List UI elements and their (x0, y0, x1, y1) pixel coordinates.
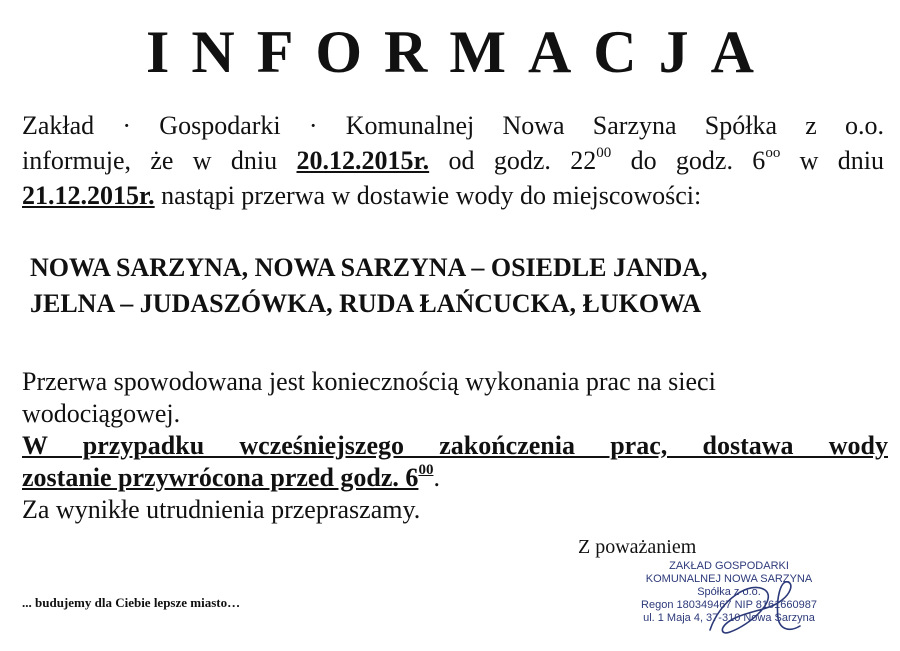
stamp-line: Spółka z o.o. (697, 586, 761, 598)
early-finish-line-2 (22, 462, 888, 494)
text-segment: od godz. 22 (429, 146, 597, 175)
details-line-1: Przerwa spowodowana jest koniecznością wykonania prac na sieci (22, 367, 716, 396)
end-date: 21.12.2015r. (22, 181, 155, 210)
announcement-line-3 (22, 178, 884, 213)
stamp-line: KOMUNALNEJ NOWA SARZYNA (645, 573, 813, 585)
early-finish-text: zostanie przywrócona przed godz. 6 (22, 463, 419, 492)
details-paragraph (22, 366, 888, 526)
apology-line: Za wynikłe utrudnienia przepraszamy. (22, 495, 421, 524)
handwritten-signature (690, 570, 810, 642)
company-motto: ... budujemy dla Ciebie lepsze miasto… (22, 595, 241, 610)
announcement-line-1: Zakład · Gospodarki · Komunalnej Nowa Sarzyna Spółka z o.o. (22, 111, 884, 140)
start-date: 20.12.2015r. (296, 146, 430, 175)
stamp-line: Regon 180349467 NIP 8161660987 (641, 599, 817, 611)
early-finish-line-1: W przypadku wcześniejszego zakończenia prac, dostawa wody (22, 431, 888, 460)
text-segment: informuje, że w dniu (22, 146, 297, 175)
places-line-1: NOWA SARZYNA, NOWA SARZYNA – OSIEDLE JANDA, (30, 253, 708, 282)
details-line-2: wodociągowej. (22, 399, 181, 428)
text-segment: nastąpi przerwa w dostawie wody do miejscowości: (154, 181, 702, 210)
affected-places (30, 250, 875, 322)
announcement-line-2 (22, 143, 884, 178)
places-line-2: JELNA – JUDASZÓWKA, RUDA ŁAŃCUCKA, ŁUKOWA (30, 289, 702, 318)
text-segment: do godz. 6 (611, 146, 766, 175)
end-hour-superscript: oo (765, 145, 781, 162)
text-segment: w dniu (780, 146, 885, 175)
document-title: INFORMACJA (146, 19, 776, 85)
stamp-line: ul. 1 Maja 4, 37-310 Nowa Sarzyna (643, 612, 815, 624)
greeting: Z poważaniem (578, 536, 697, 558)
early-finish-superscript: 00 (418, 462, 434, 479)
stamp-line: ZAKŁAD GOSPODARKI (669, 560, 789, 572)
start-hour-superscript: 00 (596, 145, 612, 162)
announcement-paragraph (22, 108, 884, 213)
early-finish-period: . (433, 463, 440, 492)
